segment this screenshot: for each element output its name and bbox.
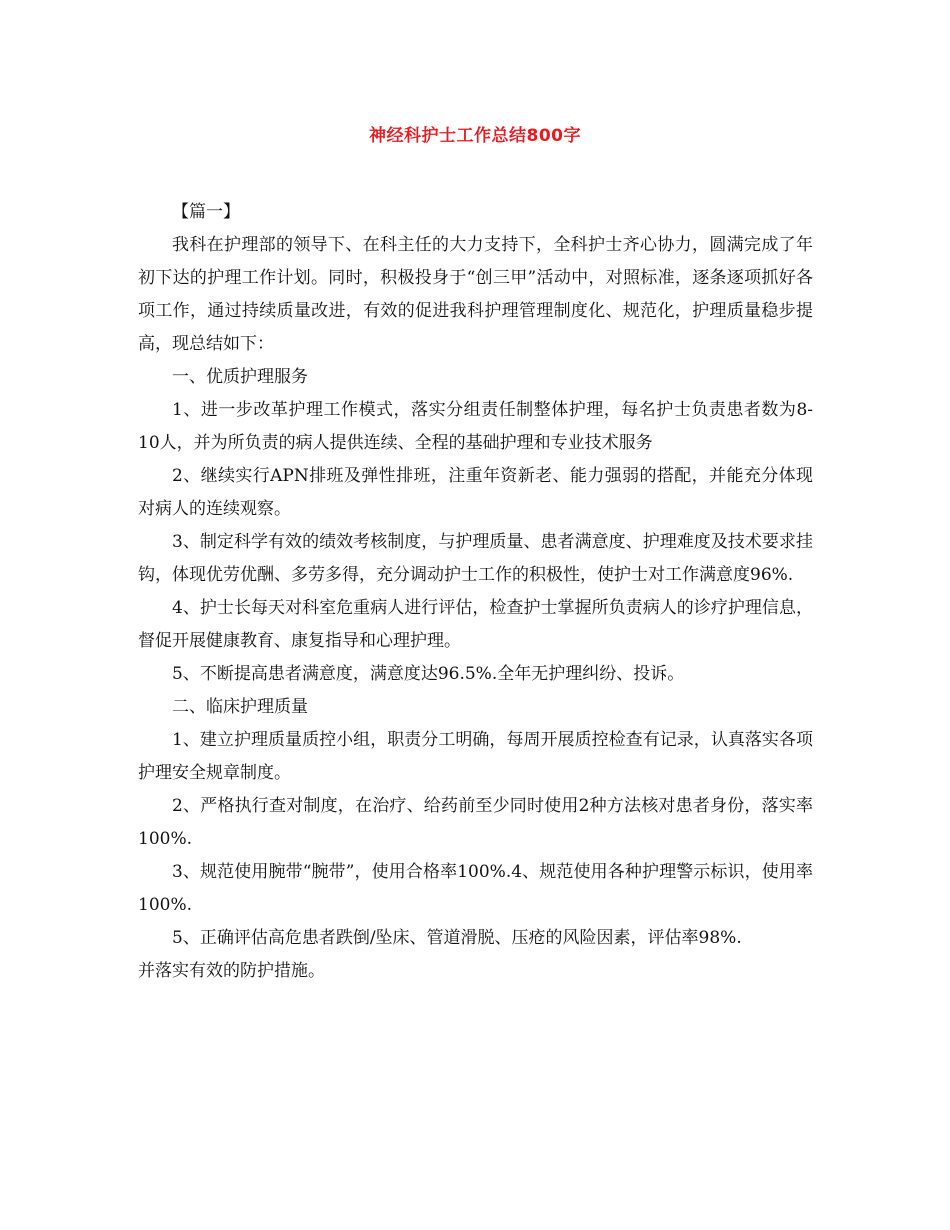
paragraph: 4、护士长每天对科室危重病人进行评估，检查护士掌握所负责病人的诊疗护理信息，督促开展健康教育、康复指导和心理护理。 (138, 598, 813, 651)
paragraph: 3、制定科学有效的绩效考核制度，与护理质量、患者满意度、护理难度及技术要求挂钩，体现优劳优酬、多劳多得，充分调动护士工作的积极性，使护士对工作满意度96%. (138, 532, 813, 585)
paragraph: 2、严格执行查对制度，在治疗、给药前至少同时使用2种方法核对患者身份，落实率100%. (138, 796, 813, 849)
document-title: 神经科护士工作总结800字 (369, 126, 581, 146)
paragraph: 2、继续实行APN排班及弹性排班，注重年资新老、能力强弱的搭配，并能充分体现对病人的连续观察。 (138, 466, 813, 519)
paragraph: 5、不断提高患者满意度，满意度达96.5%.全年无护理纠纷、投诉。 (172, 664, 685, 684)
section-heading: 二、临床护理质量 (172, 697, 308, 717)
section-heading: 一、优质护理服务 (172, 367, 308, 387)
paragraph: 1、建立护理质量质控小组，职责分工明确，每周开展质控检查有记录，认真落实各项护理安全规章制度。 (138, 730, 813, 783)
paragraph: 并落实有效的防护措施。 (138, 961, 325, 981)
paragraph: 我科在护理部的领导下、在科主任的大力支持下，全科护士齐心协力，圆满完成了年初下达的护理工作计划。同时，积极投身于“创三甲”活动中，对照标准，逐条逐项抓好各项工作，通过持续质量改进，有效的促进我科护理管理制度化、规范化，护理质量稳步提高，现总结如下： (138, 235, 813, 354)
section-heading: 【篇一】 (172, 202, 240, 222)
document-body (138, 196, 813, 988)
paragraph: 1、进一步改革护理工作模式，落实分组责任制整体护理，每名护士负责患者数为8-10人，并为所负责的病人提供连续、全程的基础护理和专业技术服务 (138, 400, 813, 453)
paragraph: 5、正确评估高危患者跌倒/坠床、管道滑脱、压疮的风险因素，评估率98%. (172, 928, 742, 948)
paragraph: 3、规范使用腕带“腕带”，使用合格率100%.4、规范使用各种护理警示标识，使用率100%. (138, 862, 813, 915)
